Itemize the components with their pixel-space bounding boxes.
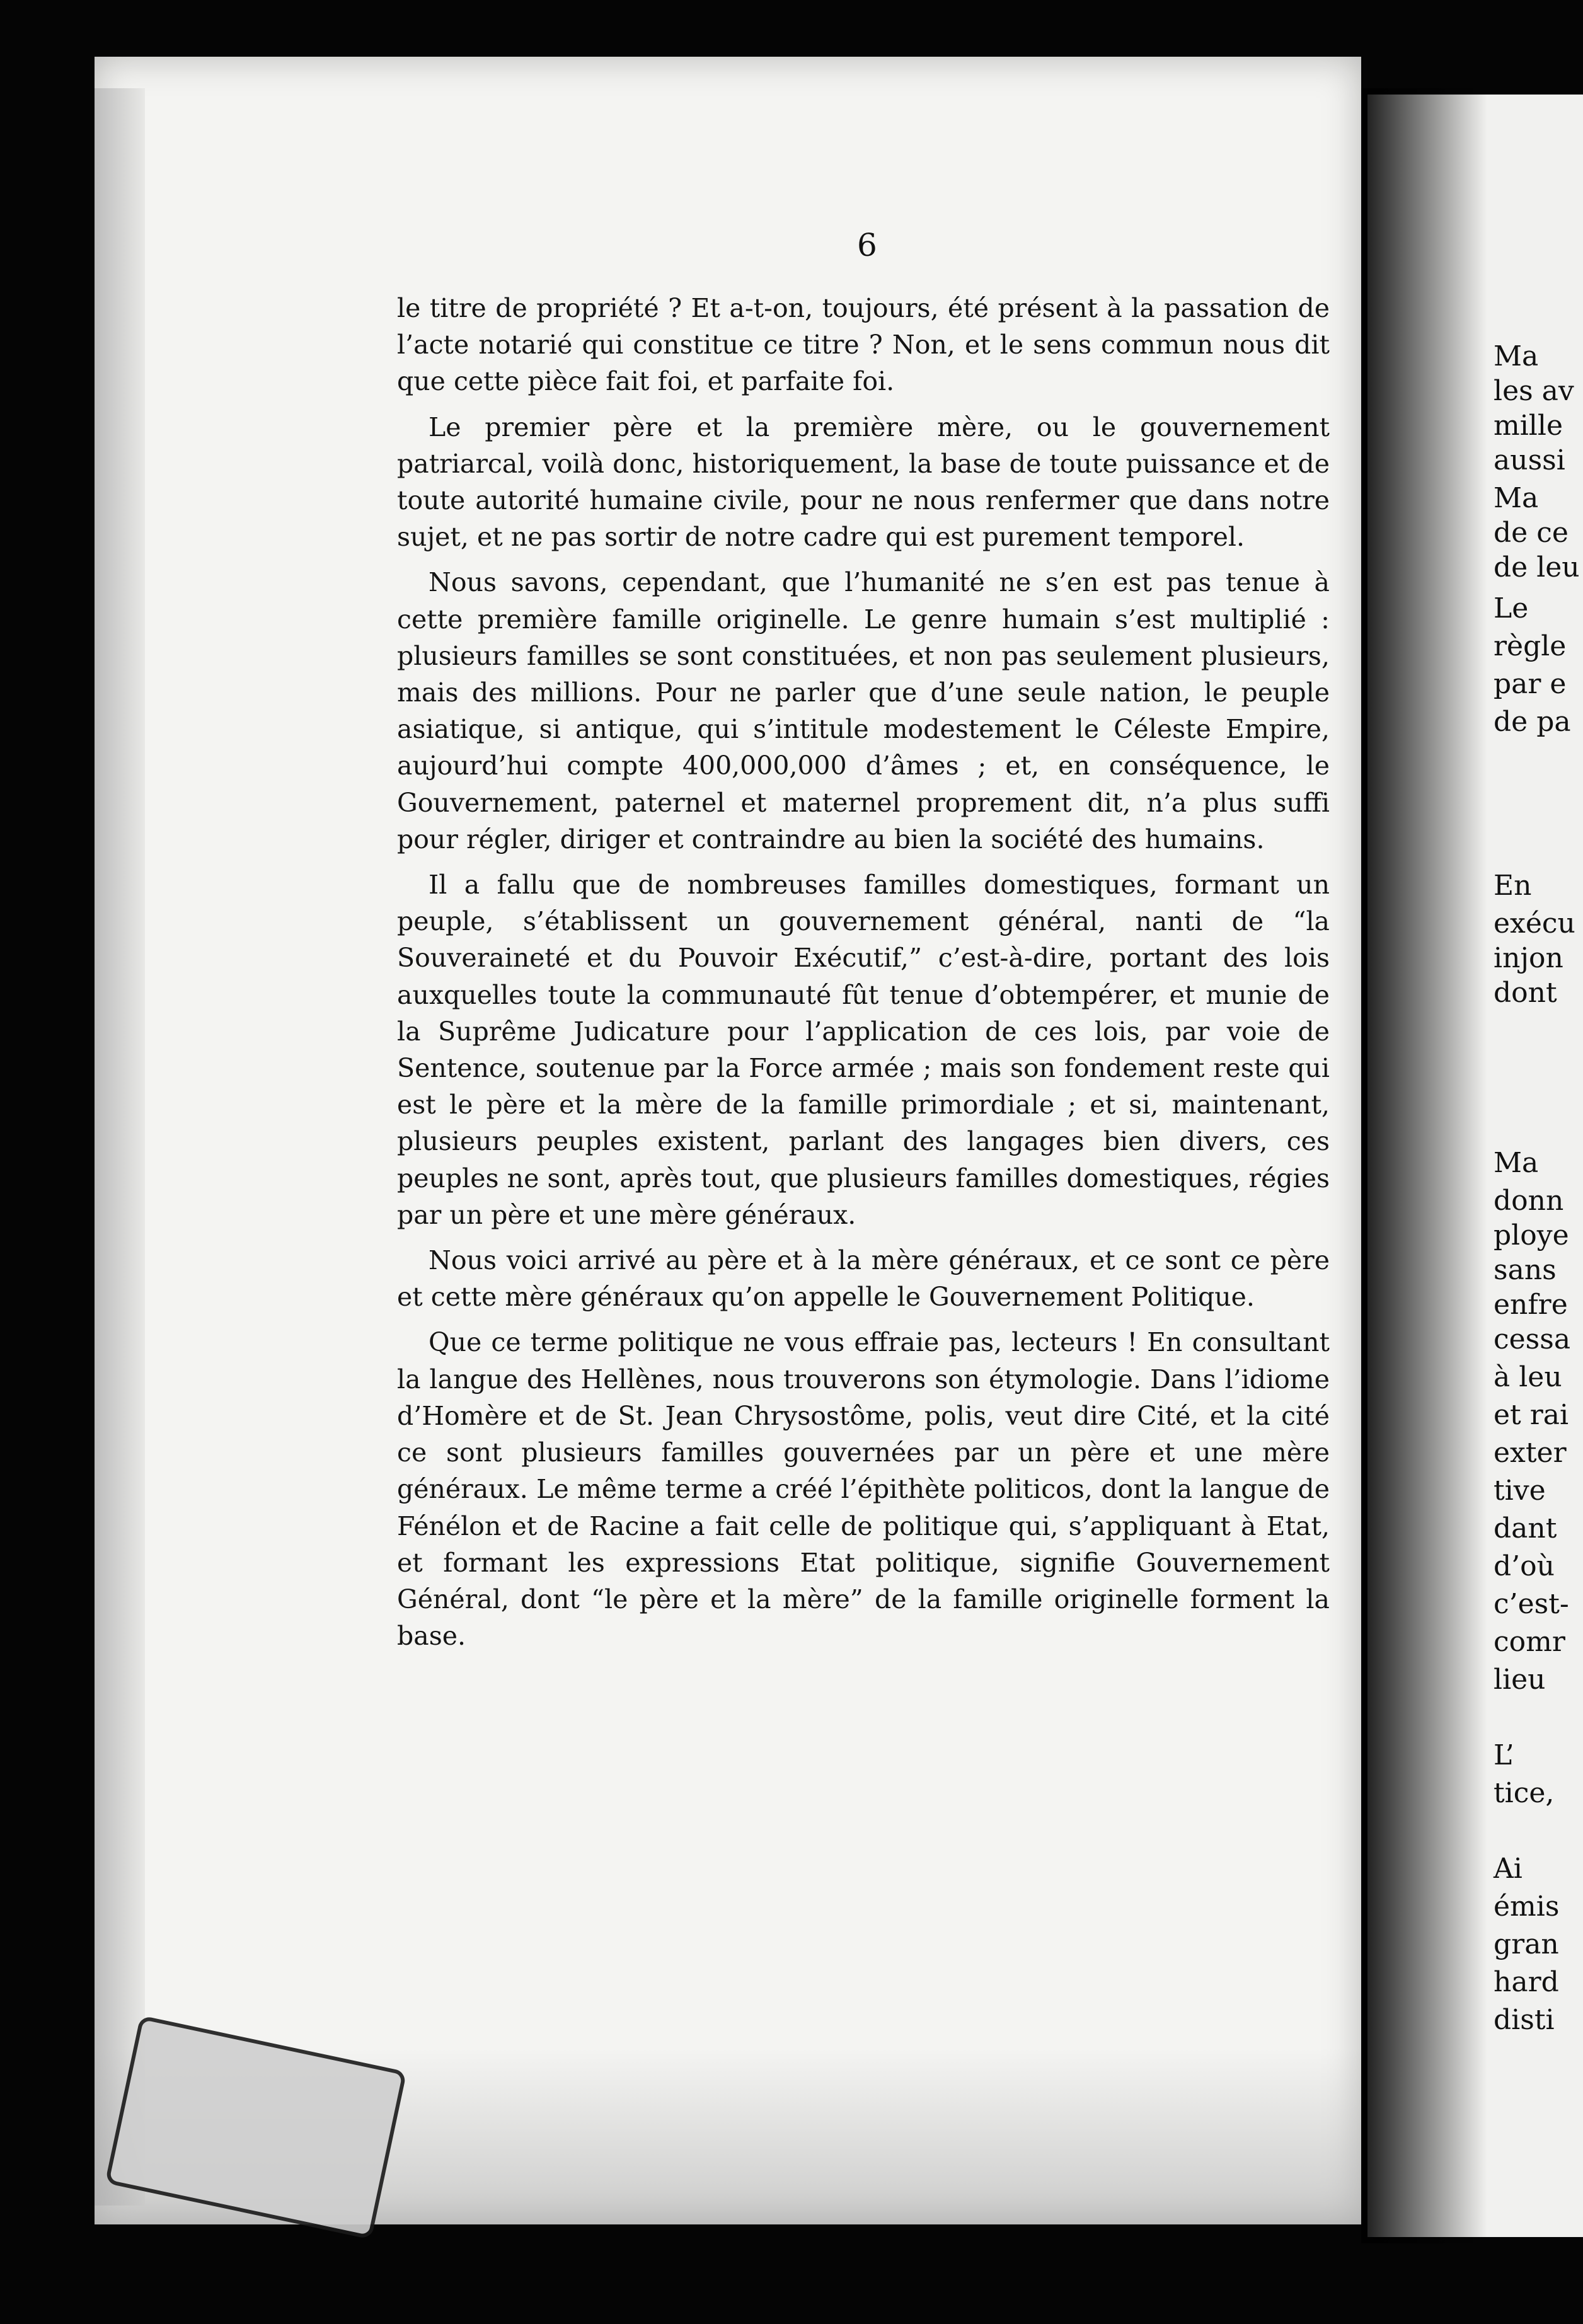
- facing-text-fragment: En: [1494, 870, 1532, 902]
- facing-text-fragment: disti: [1494, 2004, 1555, 2036]
- paragraph: Nous savons, cependant, que l’humanité ne s’en est pas tenue à cette première famille originelle. Le genre humain s’est multiplié : plusieurs familles se sont constituées, et non pas seulement plusieurs, mais des millions. Pour ne parler que d’une seule nation, le peuple asiatique, si antique, qui s’intitule modestement le Céleste Empire, aujourd’hui compte 400,000,000 d’âmes ; et, en conséquence, le Gouvernement, paternel et maternel proprement dit, n’a plus suffi pour régler, diriger et contraindre au bien la société des humains.: [397, 567, 1330, 854]
- facing-text-fragment: les av: [1494, 375, 1574, 407]
- paragraph: Nous voici arrivé au père et à la mère généraux, et ce sont ce père et cette mère généraux qu’on appelle le Gouvernement Politique.: [397, 1245, 1330, 1313]
- facing-text-fragment: de ce: [1494, 517, 1569, 549]
- facing-text-fragment: lieu: [1494, 1664, 1546, 1696]
- facing-text-fragment: tice,: [1494, 1777, 1555, 1809]
- facing-text-fragment: à leu: [1494, 1361, 1562, 1393]
- facing-text-fragment: ploye: [1494, 1219, 1569, 1251]
- facing-text-fragment: enfre: [1494, 1289, 1568, 1321]
- facing-text-fragment: de leu: [1494, 551, 1580, 584]
- facing-text-fragment: dont: [1494, 977, 1557, 1009]
- facing-text-fragment: tive: [1494, 1475, 1546, 1507]
- facing-text-fragment: comr: [1494, 1626, 1565, 1658]
- facing-text-fragment: émis: [1494, 1890, 1560, 1923]
- facing-text-fragment: L’: [1494, 1739, 1514, 1771]
- facing-text-fragment: exécu: [1494, 907, 1575, 940]
- facing-text-fragment: Ma: [1494, 482, 1539, 514]
- facing-text-fragment: c’est-: [1494, 1588, 1569, 1620]
- facing-text-fragment: et rai: [1494, 1399, 1569, 1431]
- facing-text-fragment: de pa: [1494, 706, 1571, 738]
- facing-text-fragment: aussi: [1494, 444, 1565, 476]
- facing-text-fragment: Ai: [1494, 1853, 1523, 1885]
- paragraph: Que ce terme politique ne vous effraie pas, lecteurs ! En consultant la langue des Hellènes, nous trouverons son étymologie. Dans l’idiome d’Homère et de St. Jean Chrysostôme, polis, veut dire Cité, et la cité ce sont plusieurs familles gouvernées par un père et une mère généraux. Le même terme a créé l’épithète politicos, dont la langue de Fénélon et de Racine a fait celle de politique qui, s’appliquant à Etat, et formant les expressions Etat politique, signifie Gouvernement Général, dont “le père et la mère” de la famille originelle forment la base.: [397, 1327, 1330, 1652]
- page-number: 6: [857, 227, 877, 263]
- page-edge: [95, 88, 145, 2206]
- facing-text-fragment: dant: [1494, 1512, 1557, 1545]
- facing-text-fragment: Ma: [1494, 1147, 1539, 1179]
- facing-text-fragment: Ma: [1494, 340, 1539, 372]
- facing-text-fragment: mille: [1494, 410, 1563, 442]
- facing-text-fragment: par e: [1494, 668, 1567, 700]
- gutter-shadow: [1361, 88, 1487, 2243]
- facing-text-fragment: exter: [1494, 1437, 1567, 1469]
- facing-text-fragment: d’où: [1494, 1550, 1555, 1582]
- facing-text-fragment: donn: [1494, 1185, 1564, 1217]
- paragraph: Il a fallu que de nombreuses familles domestiques, formant un peuple, s’établissent un gouvernement général, nanti de “la Souveraineté et du Pouvoir Exécutif,” c’est-à-dire, portant des lois auxquelles toute la communauté fût tenue d’obtempérer, et munie de la Suprême Judicature pour l’application de ces lois, par voie de Sentence, soutenue par la Force armée ; mais son fondement reste qui est le père et la mère de la famille primordiale ; et si, maintenant, plusieurs peuples existent, parlant des langages bien divers, ces peuples ne sont, après tout, que plusieurs familles domestiques, régies par un père et une mère généraux.: [397, 870, 1330, 1230]
- facing-text-fragment: règle: [1494, 630, 1567, 662]
- facing-text-fragment: hard: [1494, 1966, 1559, 1998]
- paragraph: le titre de propriété ? Et a-t-on, toujours, été présent à la passation de l’acte notarié qui constitue ce titre ? Non, et le sens commun nous dit que cette pièce fait foi, et parfaite foi.: [397, 293, 1330, 397]
- facing-text-fragment: injon: [1494, 942, 1563, 974]
- facing-text-fragment: cessa: [1494, 1323, 1571, 1355]
- facing-text-fragment: gran: [1494, 1928, 1559, 1960]
- facing-text-fragment: Le: [1494, 592, 1529, 624]
- page-body: [397, 290, 1330, 1663]
- facing-text-fragment: sans: [1494, 1254, 1557, 1286]
- paragraph: Le premier père et la première mère, ou le gouvernement patriarcal, voilà donc, historiquement, la base de toute puissance et de toute autorité humaine civile, pour ne nous renfermer que dans notre sujet, et ne pas sortir de notre cadre qui est purement temporel.: [397, 411, 1330, 553]
